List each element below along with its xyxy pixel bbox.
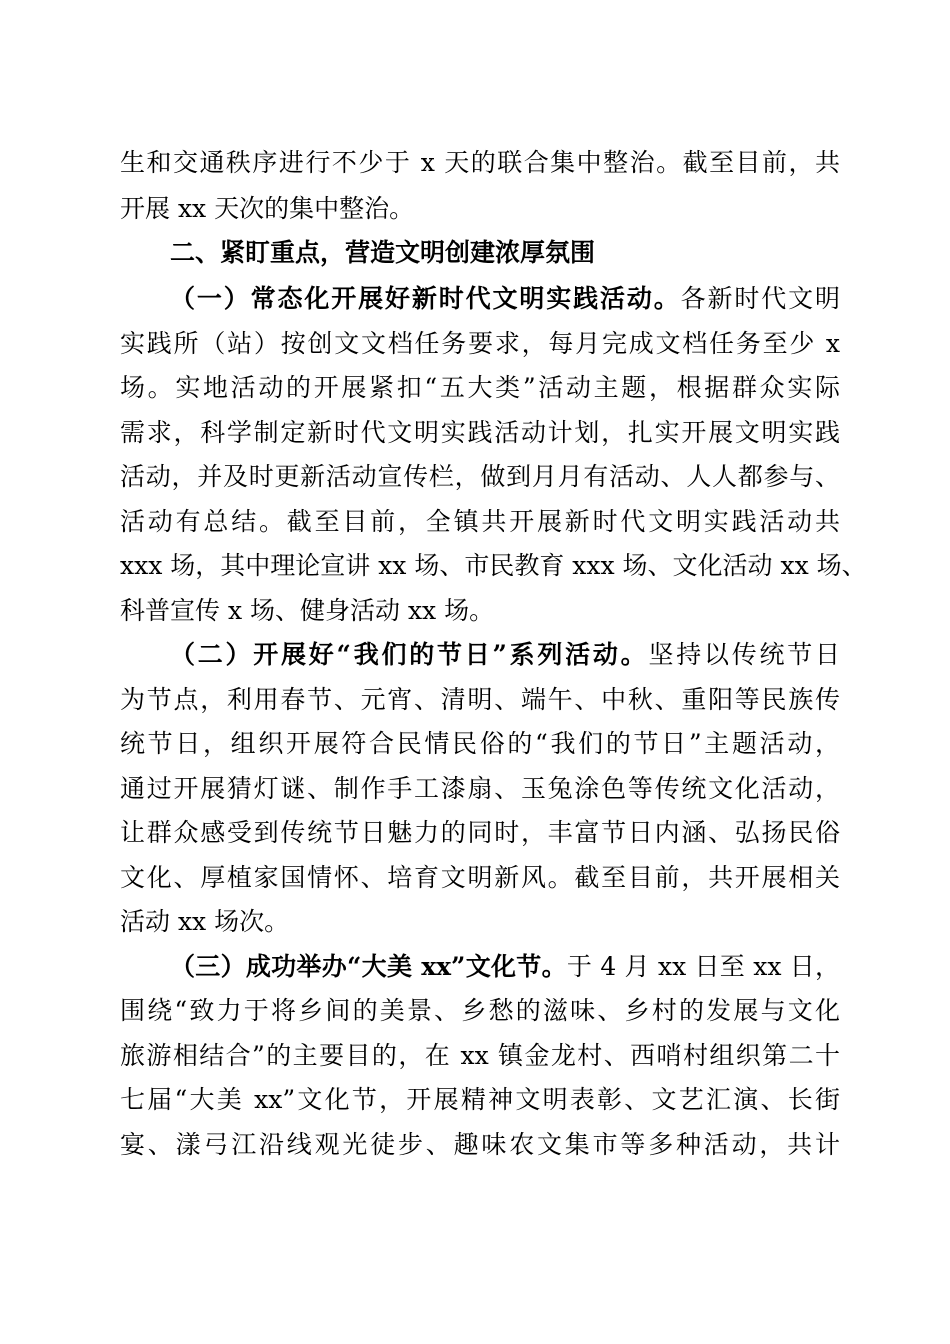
text-line: 围绕“致力于将乡间的美景、乡愁的滋味、乡村的发展与文化 bbox=[120, 996, 840, 1025]
text-line: 宴、漾弓江沿线观光徒步、趣味农文集市等多种活动，共计 bbox=[120, 1130, 840, 1159]
text-line: 文化、厚植家国情怀、培育文明新风。截至目前，共开展相关 bbox=[120, 863, 840, 892]
text-run: 于 4 月 xx 日至 xx 日， bbox=[566, 952, 840, 981]
text-run: 坚持以传统节日 bbox=[648, 640, 840, 669]
paragraph-lead: （三）成功举办“大美 xx”文化节。 bbox=[170, 952, 567, 981]
text-line: 场。实地活动的开展紧扣“五大类”活动主题，根据群众实际 bbox=[120, 373, 840, 402]
text-line: 活动有总结。截至目前，全镇共开展新时代文明实践活动共 bbox=[120, 507, 840, 536]
paragraph-lead: （二）开展好“我们的节日”系列活动。 bbox=[170, 640, 649, 669]
text-line: xxx 场，其中理论宣讲 xx 场、市民教育 xxx 场、文化活动 xx 场、 bbox=[120, 551, 867, 580]
text-line: 让群众感受到传统节日魅力的同时，丰富节日内涵、弘扬民俗 bbox=[120, 818, 840, 847]
text-line: 开展 xx 天次的集中整治。 bbox=[120, 194, 415, 223]
text-line: 需求，科学制定新时代文明实践活动计划，扎实开展文明实践 bbox=[120, 418, 840, 447]
text-line: 为节点，利用春节、元宵、清明、端午、中秋、重阳等民族传 bbox=[120, 685, 840, 714]
paragraph-first-line bbox=[170, 947, 840, 987]
text-line: 实践所（站）按创文文档任务要求，每月完成文档任务至少 x bbox=[120, 329, 840, 358]
text-line: 旅游相结合”的主要目的，在 xx 镇金龙村、西哨村组织第二十 bbox=[120, 1041, 840, 1070]
paragraph-first-line bbox=[170, 279, 840, 319]
text-line: 通过开展猜灯谜、制作手工漆扇、玉兔涂色等传统文化活动， bbox=[120, 774, 840, 803]
text-line: 七届“大美 xx”文化节，开展精神文明表彰、文艺汇演、长街 bbox=[120, 1085, 840, 1114]
section-heading: 二、紧盯重点，营造文明创建浓厚氛围 bbox=[170, 238, 596, 267]
text-run: 各新时代文明 bbox=[680, 284, 840, 313]
paragraph-lead: （一）常态化开展好新时代文明实践活动。 bbox=[170, 284, 681, 313]
text-line: 科普宣传 x 场、健身活动 xx 场。 bbox=[120, 596, 495, 625]
text-line: 统节日，组织开展符合民情民俗的“我们的节日”主题活动， bbox=[120, 729, 840, 758]
text-line: 活动，并及时更新活动宣传栏，做到月月有活动、人人都参与、 bbox=[120, 462, 840, 491]
text-line: 活动 xx 场次。 bbox=[120, 907, 290, 936]
text-line: 生和交通秩序进行不少于 x 天的联合集中整治。截至目前，共 bbox=[120, 148, 840, 177]
paragraph-first-line bbox=[170, 635, 840, 675]
